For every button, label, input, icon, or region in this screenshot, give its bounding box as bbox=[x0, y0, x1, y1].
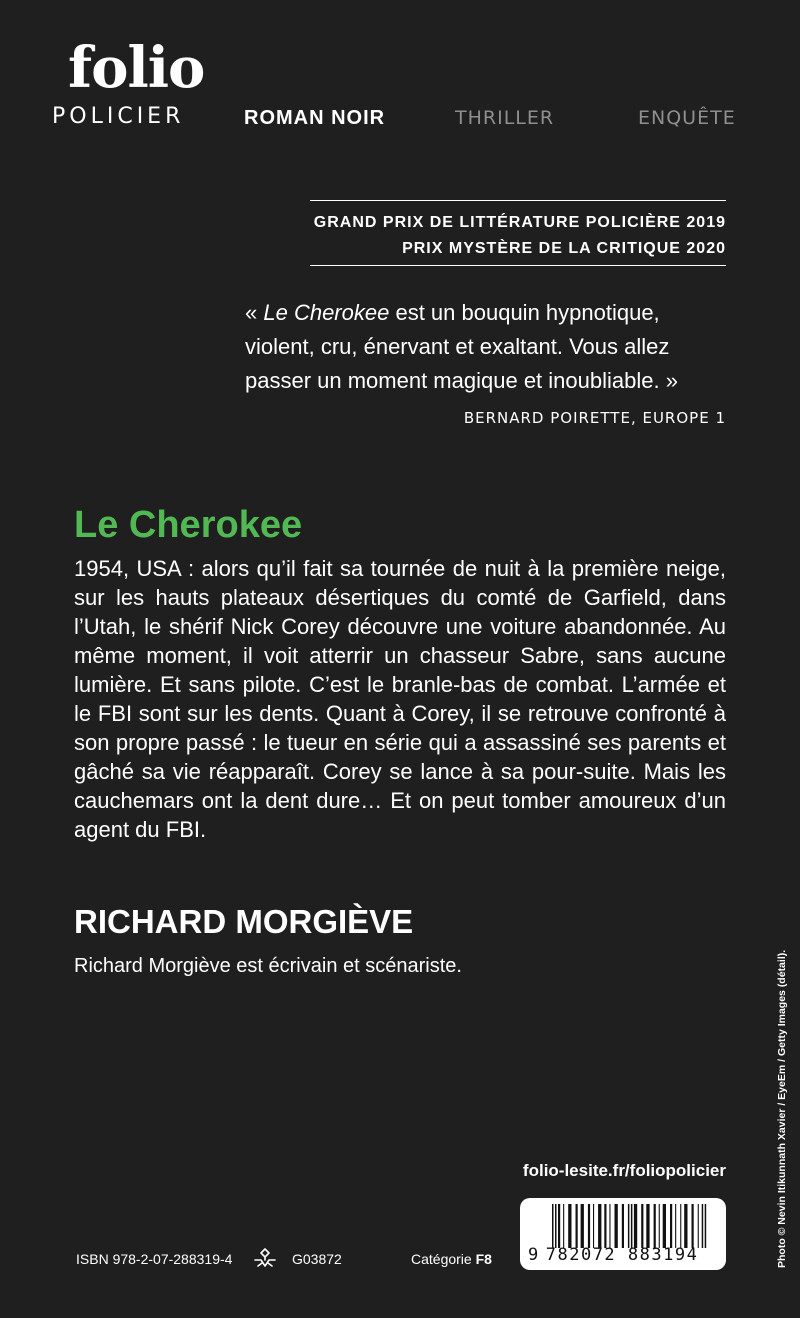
prize-top-rule bbox=[310, 200, 726, 201]
book-title: Le Cherokee bbox=[74, 504, 303, 546]
gallimard-icon bbox=[252, 1246, 278, 1270]
internal-code: G03872 bbox=[292, 1251, 342, 1267]
isbn: ISBN 978-2-07-288319-4 bbox=[76, 1251, 233, 1267]
website-link[interactable]: folio-lesite.fr/foliopolicier bbox=[522, 1161, 726, 1180]
quote-book-title: Le Cherokee bbox=[263, 300, 390, 325]
author-bio: Richard Morgiève est écrivain et scénariste. bbox=[74, 955, 462, 977]
prize-line: PRIX MYSTÈRE DE LA CRITIQUE 2020 bbox=[402, 240, 726, 257]
prize-line: GRAND PRIX DE LITTÉRATURE POLICIÈRE 2019 bbox=[313, 214, 726, 231]
press-quote: « Le Cherokee est un bouquin hypnotique, violent, cru, énervant et exaltant. Vous allez passer un moment magique et inoubliable. » bbox=[245, 300, 678, 393]
book-blurb: 1954, USA : alors qu’il fait sa tournée de nuit à la première neige, sur les hauts plateaux désertiques du comté de Garfield, dans l’Utah, le shérif Nick Corey découvre une voiture abandonnée. Au même moment, il voit atterrir un chasseur Sabre, sans aucune lumière. Et sans pilote. C’est le branle-bas de combat. L’armée et le FBI sont sur les dents. Quant à Corey, il se retrouve confronté à son propre passé : le tueur en série qui a assassiné ses parents et gâché sa vie réapparaît. Corey se lance à sa pour-suite. Mais les cauchemars ont la dent dure… Et on peut tomber amoureux d’un agent du FBI. bbox=[74, 556, 726, 842]
prize-bottom-rule bbox=[310, 265, 726, 266]
barcode bbox=[520, 1198, 726, 1270]
folio-logo: folio bbox=[68, 35, 205, 101]
category-enquete: ENQUÊTE bbox=[638, 107, 736, 129]
category-thriller: THRILLER bbox=[455, 107, 555, 129]
barcode-number: 9 782072 883194 bbox=[528, 1245, 699, 1265]
prizes-block bbox=[300, 210, 726, 262]
author-name: RICHARD MORGIÈVE bbox=[74, 903, 414, 940]
quote-source: BERNARD POIRETTE, EUROPE 1 bbox=[463, 409, 726, 427]
quote-text: est un bouquin hypnotique, violent, cru, énervant et exaltant. Vous allez passer un moment magique et inoubliable. » bbox=[245, 300, 678, 393]
price-category: Catégorie F8 bbox=[411, 1251, 492, 1267]
barcode-bars bbox=[552, 1204, 718, 1248]
collection-label: POLICIER bbox=[52, 104, 185, 129]
category-roman-noir: ROMAN NOIR bbox=[244, 107, 386, 129]
photo-credit: Photo © Nevin Itikunnath Xavier / EyeEm / Getty Images (détail). bbox=[776, 949, 788, 1268]
